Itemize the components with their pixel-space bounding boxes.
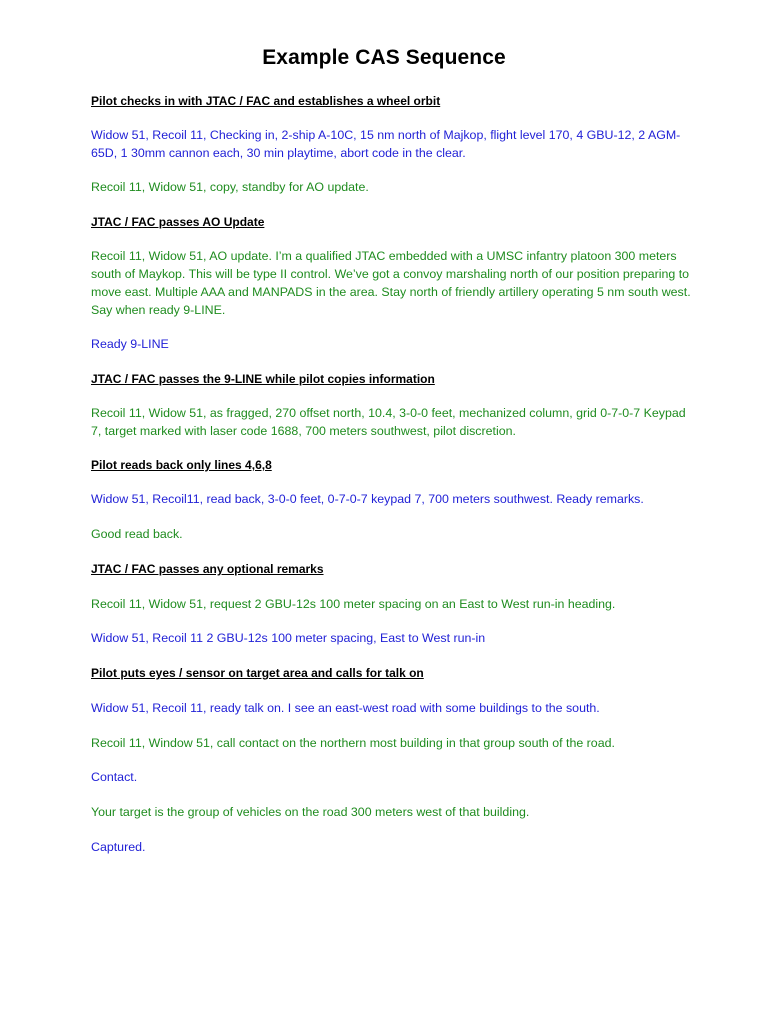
section-heading-read-back: Pilot reads back only lines 4,6,8 — [91, 458, 272, 472]
jtac-transmission-contact-call: Recoil 11, Window 51, call contact on the northern most building in that group south of the road. — [91, 736, 615, 750]
pilot-transmission-talk-on: Widow 51, Recoil 11, ready talk on. I see an east-west road with some buildings to the south. — [91, 701, 600, 715]
section-heading-ao-update: JTAC / FAC passes AO Update — [91, 215, 265, 229]
pilot-transmission-read-back: Widow 51, Recoil11, read back, 3-0-0 feet, 0-7-0-7 keypad 7, 700 meters southwest. Ready remarks. — [91, 492, 644, 506]
section-heading-9-line: JTAC / FAC passes the 9-LINE while pilot copies information — [91, 372, 435, 386]
page-title: Example CAS Sequence — [262, 46, 506, 69]
jtac-transmission-remarks: Recoil 11, Widow 51, request 2 GBU-12s 100 meter spacing on an East to West run-in heading. — [91, 597, 616, 611]
section-heading-talk-on: Pilot puts eyes / sensor on target area and calls for talk on — [91, 666, 424, 680]
section-heading-check-in: Pilot checks in with JTAC / FAC and establishes a wheel orbit — [91, 94, 441, 108]
pilot-transmission-remarks: Widow 51, Recoil 11 2 GBU-12s 100 meter spacing, East to West run-in — [91, 631, 486, 645]
jtac-transmission-target: Your target is the group of vehicles on the road 300 meters west of that building. — [91, 805, 530, 819]
pilot-transmission-captured: Captured. — [91, 840, 146, 854]
jtac-transmission-ao-update: Recoil 11, Widow 51, AO update. I’m a qualified JTAC embedded with a UMSC infantry platoon 300 meters south of Maykop. This will be type II control. We’ve got a convoy marshaling north of our position preparing to move east. Multiple AAA and MANPADS in the area. Stay north of friendly artillery operating 5 nm south west. Say when ready 9-LINE. — [91, 249, 691, 317]
pilot-transmission-check-in: Widow 51, Recoil 11, Checking in, 2-ship A-10C, 15 nm north of Majkop, flight level 170, 4 GBU-12, 2 AGM-65D, 1 30mm cannon each, 30 min playtime, abort code in the clear. — [91, 128, 681, 160]
jtac-transmission-standby: Recoil 11, Widow 51, copy, standby for AO update. — [91, 180, 369, 194]
section-heading-remarks: JTAC / FAC passes any optional remarks — [91, 562, 324, 576]
pilot-transmission-ready: Ready 9-LINE — [91, 337, 169, 351]
pilot-transmission-contact: Contact. — [91, 770, 138, 784]
jtac-transmission-9-line: Recoil 11, Widow 51, as fragged, 270 offset north, 10.4, 3-0-0 feet, mechanized column, grid 0-7-0-7 Keypad 7, target marked with laser code 1688, 700 meters southwest, pilot discretion. — [91, 406, 686, 438]
jtac-transmission-good-read-back: Good read back. — [91, 527, 183, 541]
